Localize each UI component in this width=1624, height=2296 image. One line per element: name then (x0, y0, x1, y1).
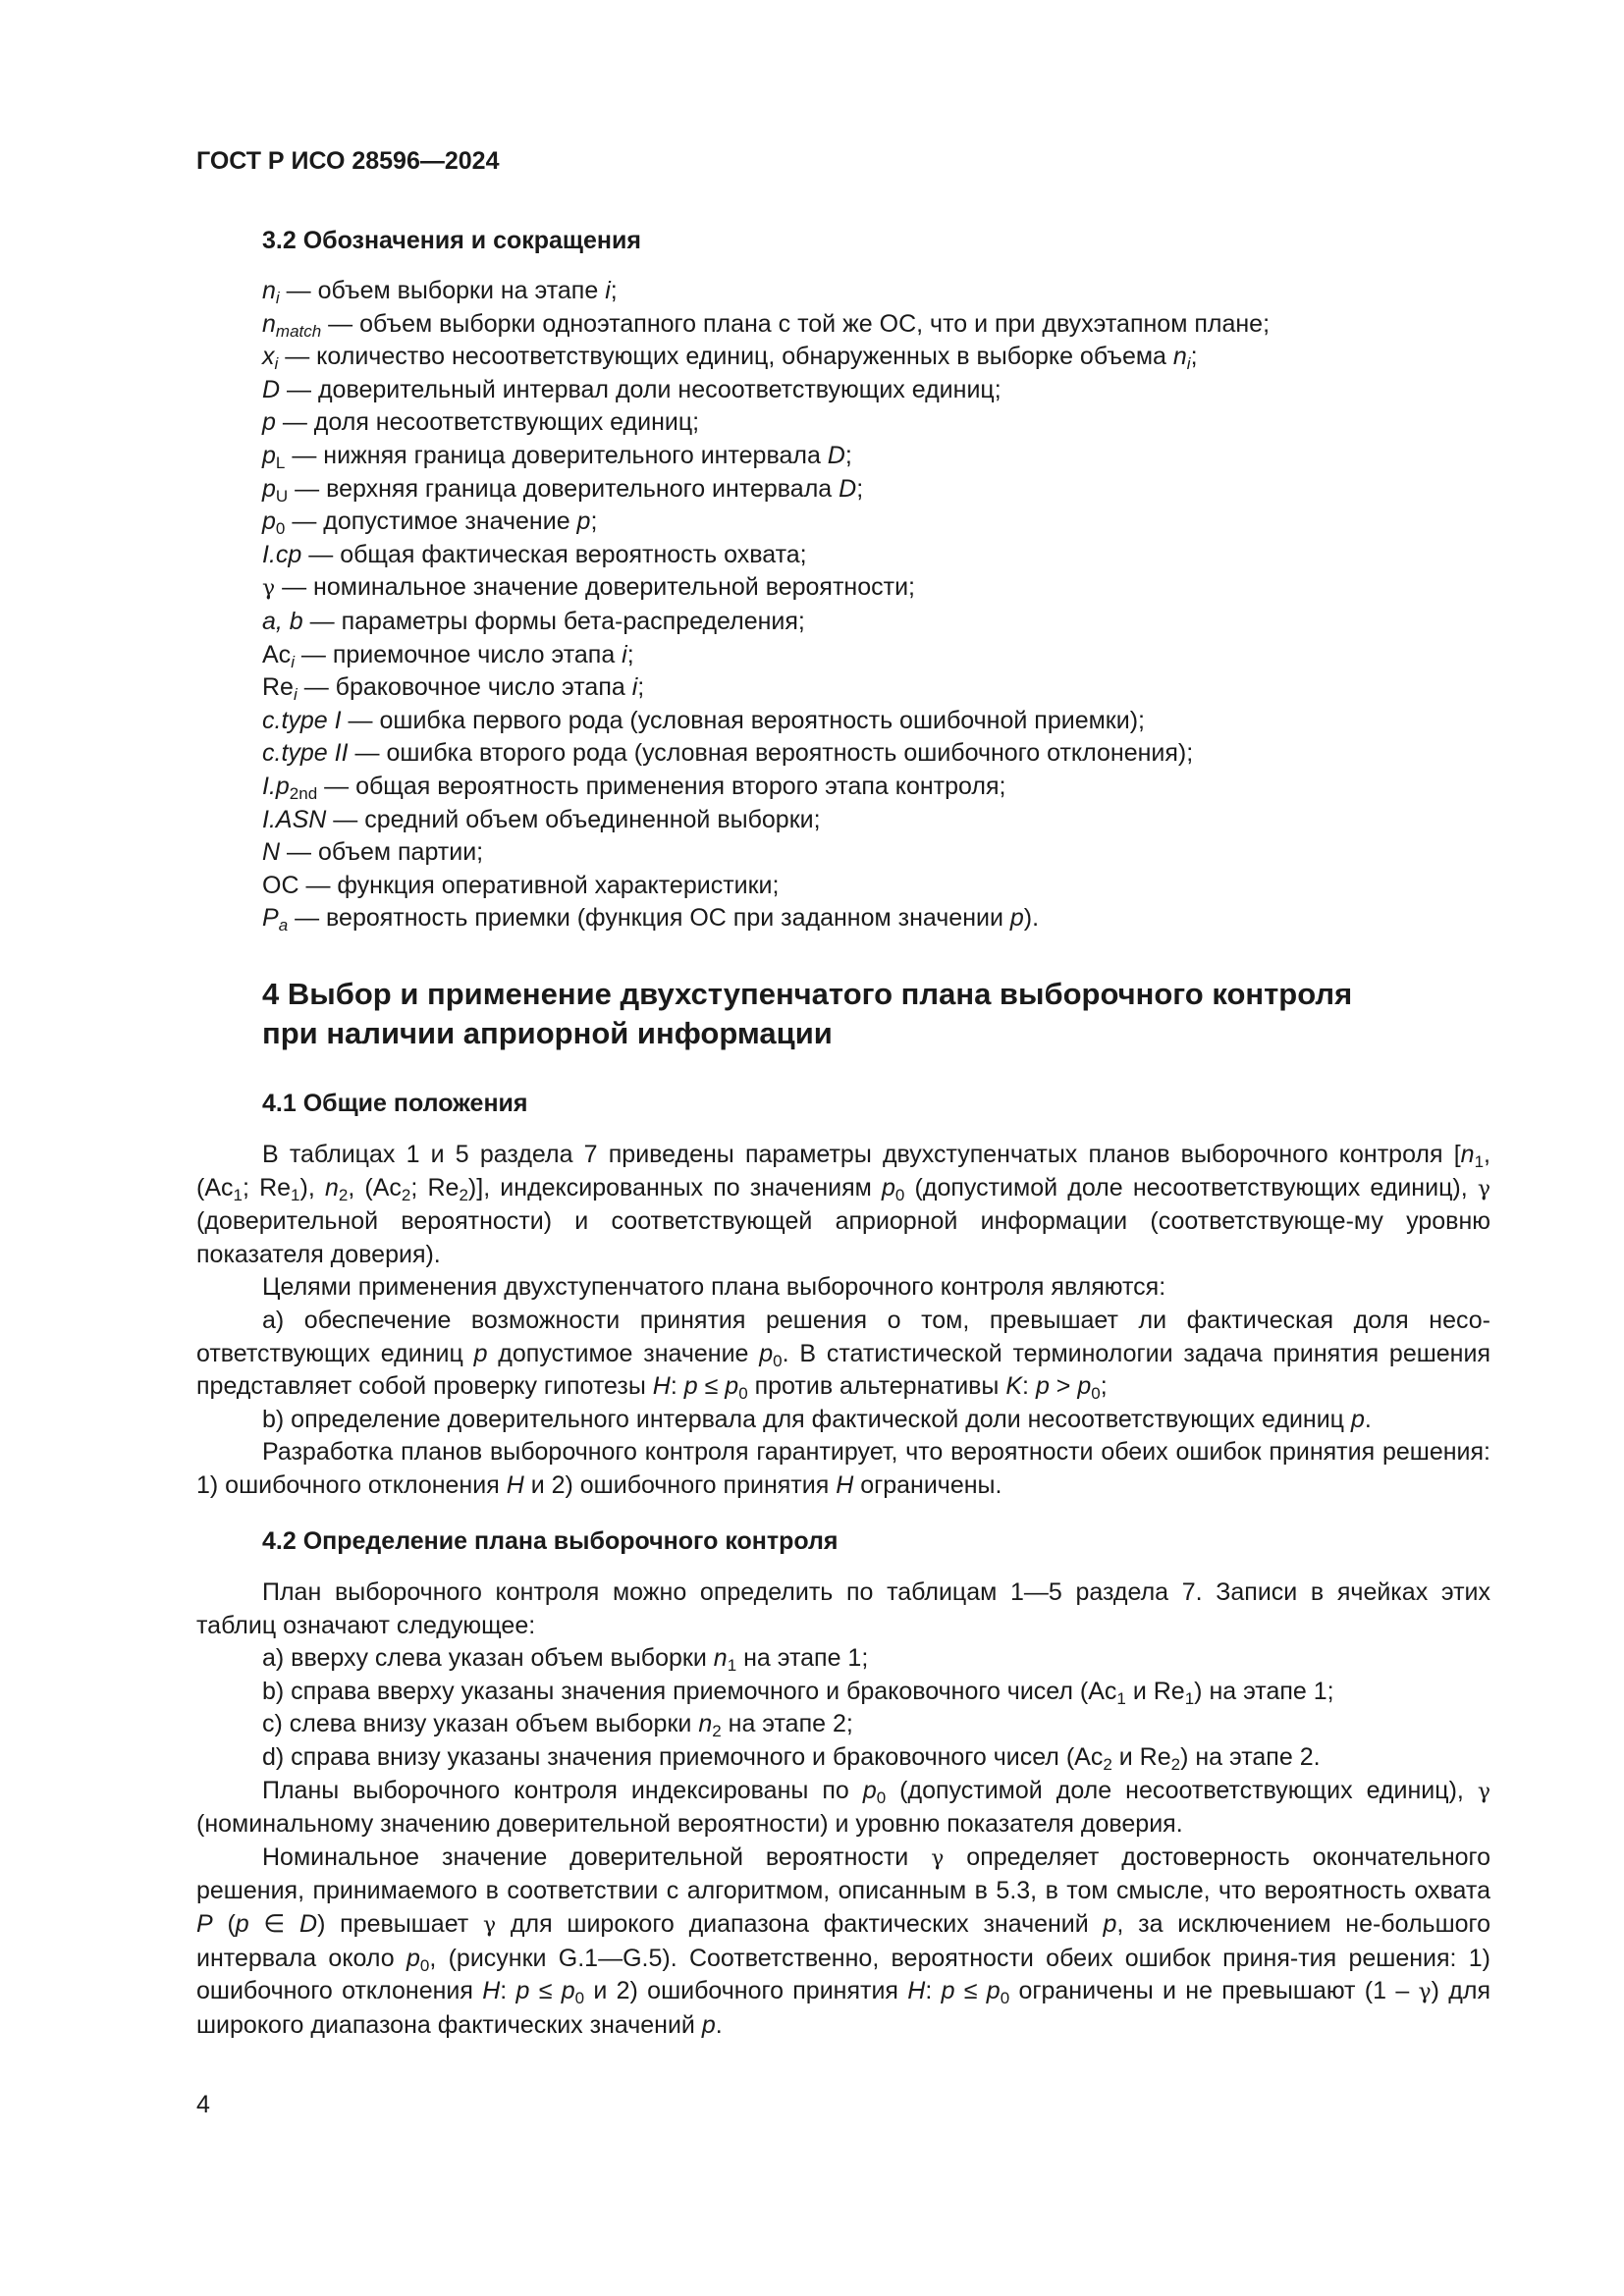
notation-item: a, b — параметры формы бета-распределения; (262, 607, 805, 635)
notation-item: $x_i$ — количество несоответствующих единиц, обнаруженных в выборке объема $n_i$; (262, 343, 1198, 374)
section-4-1-title: 4.1 Общие положения (262, 1090, 528, 1117)
notation-item: I.ASN — средний объем объединенной выборки; (262, 805, 821, 833)
paragraph-plan-indexing: Планы выборочного контроля индексированы по $p_0$ (допустимой доле несоответствующих единиц), γ (номинальному значению доверительной вероятности) и уровню показателя доверия. (196, 1776, 1490, 1839)
section-3-2-title: 3.2 Обозначения и сокращения (262, 227, 641, 254)
notation-item: c.type II — ошибка второго рода (условная вероятность ошибочного отклонения); (262, 739, 1194, 768)
notation-item: $P_a$ — вероятность приемки (функция ОС при заданном значении p). (262, 904, 1040, 935)
notation-item: c.type I — ошибка первого рода (условная вероятность ошибочной приемки); (262, 706, 1145, 734)
chapter-4-title-line-2: при наличии априорной информации (262, 1016, 833, 1050)
notation-item: $p_0$ — допустимое значение p; (262, 507, 598, 539)
list-item-a: а) вверху слева указан объем выборки $n_1$ на этапе 1; (262, 1644, 869, 1676)
paragraph-goals: Целями применения двухступенчатого плана выборочного контроля являются: (262, 1273, 1166, 1302)
notation-item: $n_{match}$ — объем выборки одноэтапного плана с той же ОС, что и при двухэтапном плане; (262, 309, 1271, 341)
list-item-d: d) справа внизу указаны значения приемочного и браковочного чисел ($Ac_2$ и $Re_2$) на этапе 2. (262, 1742, 1321, 1774)
paragraph-goal-a: а) обеспечение возможности принятия решения о том, превышает ли фактическая доля несо-ответствующих единиц p допустимое значение $p_0$. В статистической терминологии задача принятия решения представляет собой проверку гипотезы H: $p \le p_0$ против альтернативы K: $p > p_0$; (196, 1306, 1490, 1404)
chapter-4-title-line-1: 4 Выбор и применение двухступенчатого плана выборочного контроля (262, 977, 1353, 1011)
notation-item: $Ac_i$ — приемочное число этапа i; (262, 640, 634, 671)
section-4-2-body (196, 1576, 1490, 2042)
notation-item: D — доверительный интервал доли несоответствующих единиц; (262, 375, 1001, 403)
chapter-4-title (262, 975, 1489, 1053)
notation-item: $p_U$ — верхняя граница доверительного интервала D; (262, 474, 864, 506)
notation-item: $Re_i$ — браковочное число этапа i; (262, 673, 645, 705)
document-code-header: ГОСТ Р ИСО 28596—2024 (196, 147, 500, 175)
list-item-b: b) справа вверху указаны значения приемочного и браковочного чисел ($Ac_1$ и $Re_1$) на этапе 1; (262, 1677, 1334, 1708)
paragraph-confidence-level: Номинальное значение доверительной вероятности γ определяет достоверность окончательного решения, принимаемого в соответствии с алгоритмом, описанным в 5.3, в том смысле, что вероятность охвата P (p ∈ D) превышает γ для широкого диапазона фактических значений p, за исключением не-большого интервала около $p_0$, (рисунки G.1—G.5). Соответственно, вероятности обеих ошибок приня-тия решения: 1) ошибочного отклонения H: $p \le p_0$ и 2) ошибочного принятия H: $p \le p_0$ ограничены и не превышают (1 – γ) для широкого диапазона фактических значений p. (196, 1842, 1491, 2039)
page-number: 4 (196, 2091, 210, 2118)
notation-item: $p_L$ — нижняя граница доверительного интервала D; (262, 441, 852, 472)
list-item-c: с) слева внизу указан объем выборки $n_2$ на этапе 2; (262, 1710, 853, 1741)
notation-item: $n_i$ — объем выборки на этапе i; (262, 277, 618, 307)
notation-item: ОС — функция оперативной характеристики; (262, 871, 780, 899)
notation-item: N — объем партии; (262, 838, 484, 867)
paragraph-errors: Разработка планов выборочного контроля гарантирует, что вероятности обеих ошибок принятия решения: 1) ошибочного отклонения H и 2) ошибочного принятия H ограничены. (196, 1438, 1490, 1499)
notation-item: I.cp — общая фактическая вероятность охвата; (262, 540, 807, 568)
notation-item: p — доля несоответствующих единиц; (262, 408, 700, 437)
section-4-2-title: 4.2 Определение плана выборочного контроля (262, 1527, 839, 1555)
paragraph-goal-b: b) определение доверительного интервала для фактической доли несоответствующих единиц p. (262, 1405, 1372, 1433)
section-4-1-body (196, 1139, 1490, 1503)
notation-item: $I.p_{2nd}$ — общая вероятность применения второго этапа контроля; (262, 772, 1006, 803)
paragraph-plan-definition: План выборочного контроля можно определить по таблицам 1—5 раздела 7. Записи в ячейках этих таблиц означают следующее: (196, 1578, 1490, 1639)
notation-list (262, 275, 1489, 935)
notation-item: γ — номинальное значение доверительной вероятности; (262, 573, 915, 602)
paragraph-tables-intro: В таблицах 1 и 5 раздела 7 приведены параметры двухступенчатых планов выборочного контроля [$n_1$, ($Ac_1$; $Re_1$), $n_2$, ($Ac_2$; $Re_2$)], индексированных по значениям $p_0$ (допустимой доле несоответствующих единиц), γ (доверительной вероятности) и соответствующей априорной информации (соответствующе-му уровню показателя доверия). (196, 1141, 1490, 1268)
